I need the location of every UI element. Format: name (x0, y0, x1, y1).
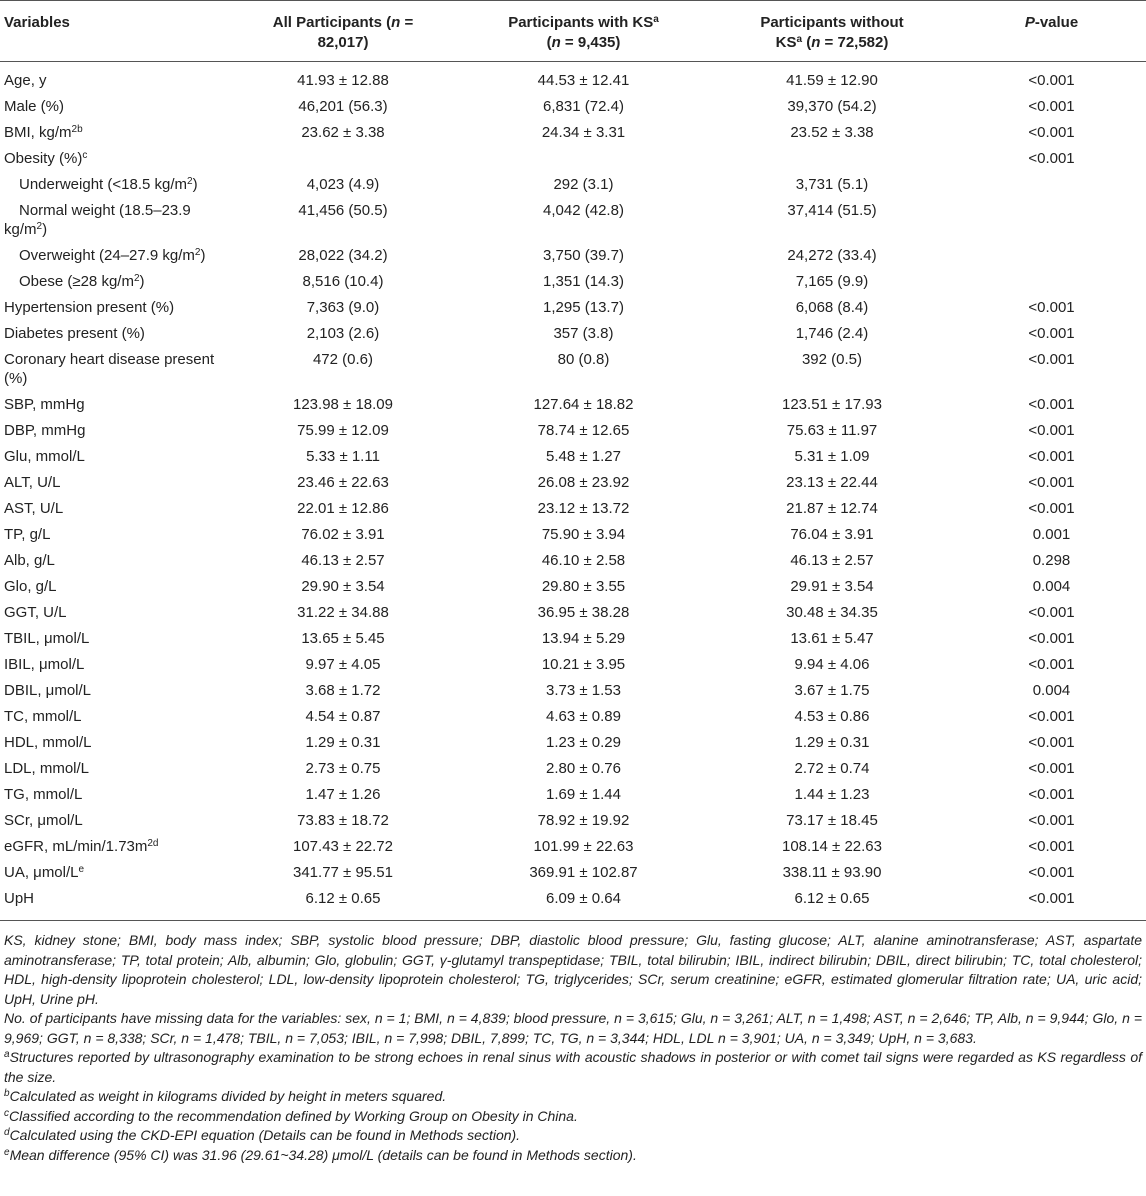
missing-data-note: No. of participants have missing data for the variables: sex, n = 1; BMI, n = 4,839; blood pressure, n = 3,615; Glu, n = 3,261; ALT, n = 1,498; AST, n = 2,646; TP, Alb, n = 9,944; Glo, n = 9,969; GGT, n = 8,338; SCr, n = 1,478; TBIL, n = 7,053; IBIL, n = 7,998; DBIL, 7,899; TC, TG, n = 3,344; HDL, LDL n = 3,901; UA, n = 3,349; UpH, n = 3,683. (4, 1010, 1142, 1046)
cell-without-ks: 1,746 (2.4) (795, 325, 869, 342)
cell-with-ks: 44.53 ± 12.41 (537, 72, 630, 89)
cell-all: 46,201 (56.3) (298, 98, 388, 115)
cell-without-ks: 30.48 ± 34.35 (786, 604, 878, 621)
cell-p-value: <0.001 (1028, 656, 1075, 673)
cell-all: 341.77 ± 95.51 (293, 864, 393, 881)
cell-variable: TBIL, μmol/L (4, 630, 90, 647)
table-row (0, 729, 1146, 755)
cell-p-value: 0.001 (1032, 526, 1071, 543)
cell-all: 46.13 ± 2.57 (301, 552, 385, 569)
cell-variable: Alb, g/L (4, 552, 55, 569)
cell-all: 23.62 ± 3.38 (301, 124, 385, 141)
cell-all: 9.97 ± 4.05 (305, 656, 381, 673)
table-row (0, 171, 1146, 197)
cell-all: 1.47 ± 1.26 (305, 786, 381, 803)
cell-variable: Glu, mmol/L (4, 448, 85, 465)
cell-with-ks: 369.91 ± 102.87 (529, 864, 638, 881)
cell-with-ks: 1.69 ± 1.44 (546, 786, 621, 803)
cell-all: 31.22 ± 34.88 (297, 604, 389, 621)
cell-variable: IBIL, μmol/L (4, 656, 85, 673)
table-row (0, 859, 1146, 885)
cell-all: 29.90 ± 3.54 (301, 578, 385, 595)
cell-without-ks: 24,272 (33.4) (787, 247, 877, 264)
table-row (0, 242, 1146, 268)
cell-all: 8,516 (10.4) (302, 273, 384, 290)
cell-all: 1.29 ± 0.31 (305, 734, 381, 751)
cell-without-ks: 6.12 ± 0.65 (707, 885, 957, 921)
cell-without-ks: 1.44 ± 1.23 (794, 786, 870, 803)
table-row (0, 755, 1146, 781)
cell-with-ks (460, 145, 707, 171)
cell-with-ks: 3,750 (39.7) (543, 247, 624, 264)
cell-variable: Overweight (24–27.9 $kg/m^2$) (19, 247, 206, 264)
cell-variable: Normal weight (18.5–23.9 $kg/m^2$) (4, 202, 191, 238)
cell-without-ks: 392 (0.5) (801, 351, 863, 368)
cell-with-ks: 4,042 (42.8) (543, 202, 624, 219)
cell-all: 472 (0.6) (312, 351, 374, 368)
cell-with-ks: 80 (0.8) (557, 351, 610, 368)
cell-with-ks: 3.73 ± 1.53 (546, 682, 621, 699)
footnotes (4, 1048, 1142, 1165)
header-with-ks: Participants with $KS^a$ (n = 9,435) (460, 1, 707, 62)
cell-p-value: <0.001 (957, 885, 1146, 921)
cell-all: 4.54 ± 0.87 (305, 708, 381, 725)
table-row (0, 521, 1146, 547)
cell-without-ks: 23.13 ± 22.44 (786, 474, 878, 491)
cell-with-ks: 1.23 ± 0.29 (546, 734, 621, 751)
table-row (0, 469, 1146, 495)
cell-without-ks: 13.61 ± 5.47 (790, 630, 874, 647)
cell-variable: AST, U/L (4, 500, 64, 517)
cell-variable: Age, y (4, 72, 47, 89)
table-notes (0, 921, 1146, 1165)
cell-with-ks: 10.21 ± 3.95 (541, 656, 626, 673)
header-without-ks: Participants without $KS^a$ (n = 72,582) (707, 1, 957, 62)
cell-variable: Diabetes present (%) (4, 325, 145, 342)
cell-all: 6.12 ± 0.65 (226, 885, 460, 921)
header-all-participants: All Participants (n = 82,017) (226, 1, 460, 62)
cell-with-ks: 1,351 (14.3) (543, 273, 624, 290)
cell-with-ks: 46.10 ± 2.58 (541, 552, 626, 569)
cell-with-ks: 4.63 ± 0.89 (546, 708, 621, 725)
cell-with-ks: 24.34 ± 3.31 (541, 124, 626, 141)
cell-p-value: <0.001 (1028, 630, 1075, 647)
table-row (0, 833, 1146, 859)
table-row (0, 268, 1146, 294)
footnote-c: $^c$Classified according to the recommendation defined by Working Group on Obesity in China. (4, 1107, 578, 1124)
cell-all: 3.68 ± 1.72 (305, 682, 381, 699)
cell-with-ks: 78.92 ± 19.92 (537, 812, 630, 829)
cell-p-value: <0.001 (1028, 72, 1075, 89)
cell-with-ks: 26.08 ± 23.92 (537, 474, 630, 491)
cell-variable: Obese (≥28 $kg/m^2$) (19, 273, 145, 290)
cell-p-value: 0.298 (1032, 552, 1071, 569)
cell-without-ks: 39,370 (54.2) (787, 98, 877, 115)
cell-without-ks: 4.53 ± 0.86 (794, 708, 870, 725)
header-p-value: P-value (957, 1, 1146, 62)
cell-p-value: <0.001 (1028, 838, 1075, 855)
footnote-a: $^a$Structures reported by ultrasonography examination to be strong echoes in renal sinus with acoustic shadows in posterior or with comet tail signs were regarded as KS regardless of the size. (4, 1049, 1142, 1085)
cell-all: 23.46 ± 22.63 (297, 474, 389, 491)
table-row (0, 346, 1146, 391)
table-row (0, 625, 1146, 651)
cell-all: 22.01 ± 12.86 (297, 500, 389, 517)
cell-variable: Obesity (%)$^c$ (4, 150, 88, 167)
cell-variable: TG, mmol/L (4, 786, 83, 803)
cell-p-value: <0.001 (1028, 124, 1075, 141)
cell-all: 73.83 ± 18.72 (297, 812, 389, 829)
cell-variable: BMI, $kg/m^{2b}$ (4, 124, 83, 141)
cell-all: 2,103 (2.6) (306, 325, 380, 342)
cell-all: 41.93 ± 12.88 (297, 72, 389, 89)
cell-without-ks: 123.51 ± 17.93 (782, 396, 882, 413)
cell-all: 28,022 (34.2) (298, 247, 388, 264)
table-row (0, 119, 1146, 145)
cell-without-ks (707, 145, 957, 171)
table-row (0, 197, 1146, 242)
cell-p-value (957, 268, 1146, 294)
cell-with-ks: 1,295 (13.7) (543, 299, 624, 316)
cell-with-ks: 6,831 (72.4) (543, 98, 624, 115)
table-row (0, 495, 1146, 521)
cell-variable: HDL, mmol/L (4, 734, 92, 751)
cell-variable: Underweight (<18.5 $kg/m^2$) (19, 176, 198, 193)
cell-p-value: <0.001 (1028, 351, 1075, 368)
cell-all: 7,363 (9.0) (306, 299, 380, 316)
cell-p-value: <0.001 (1028, 325, 1075, 342)
cell-p-value: <0.001 (1028, 760, 1075, 777)
cell-variable: eGFR, $mL/\min/1.73m^{2d}$ (4, 838, 159, 855)
cell-without-ks: 75.63 ± 11.97 (786, 422, 878, 439)
cell-p-value: <0.001 (1028, 864, 1075, 881)
cell-p-value: <0.001 (1028, 708, 1075, 725)
header-row (0, 1, 1146, 62)
cell-without-ks: 2.72 ± 0.74 (794, 760, 870, 777)
cell-all: 2.73 ± 0.75 (305, 760, 381, 777)
cell-without-ks: 41.59 ± 12.90 (786, 72, 878, 89)
cell-all: 75.99 ± 12.09 (297, 422, 389, 439)
abbreviations-note: KS, kidney stone; BMI, body mass index; SBP, systolic blood pressure; DBP, diastolic blood pressure; Glu, fasting glucose; ALT, alanine aminotransferase; AST, aspartate aminotransferase; TP, total protein; Alb, albumin; Glo, globulin; GGT, γ-glutamyl transpeptidase; TBIL, total bilirubin; IBIL, indirect bilirubin; DBIL, direct bilirubin; TC, total cholesterol; HDL, high-density lipoprotein cholesterol; LDL, low-density lipoprotein cholesterol; TG, triglycerides; SCr, serum creatinine; eGFR, estimated glomerular filtration rate; UA, uric acid; UpH, Urine pH. (4, 932, 1142, 1007)
cell-variable: LDL, mmol/L (4, 760, 90, 777)
cell-p-value: <0.001 (1028, 422, 1075, 439)
cell-all: 76.02 ± 3.91 (301, 526, 385, 543)
cell-with-ks: 6.09 ± 0.64 (460, 885, 707, 921)
cell-without-ks: 3,731 (5.1) (795, 176, 869, 193)
cell-with-ks: 78.74 ± 12.65 (537, 422, 630, 439)
cell-p-value: <0.001 (1028, 150, 1075, 167)
cell-p-value: <0.001 (1028, 448, 1075, 465)
cell-p-value: <0.001 (1028, 734, 1075, 751)
cell-without-ks: 29.91 ± 3.54 (790, 578, 874, 595)
cell-variable: Male (%) (4, 98, 65, 115)
cell-p-value: <0.001 (1028, 474, 1075, 491)
cell-without-ks: 338.11 ± 93.90 (782, 864, 882, 881)
table-row (0, 677, 1146, 703)
cell-all: 41,456 (50.5) (298, 202, 388, 219)
cell-without-ks: 37,414 (51.5) (787, 202, 877, 219)
footnote-d: $^d$Calculated using the CKD-EPI equation (Details can be found in Methods section). (4, 1127, 521, 1143)
table-row (0, 703, 1146, 729)
cell-p-value: <0.001 (1028, 604, 1075, 621)
table-row (0, 391, 1146, 417)
cell-variable: SCr, μmol/L (4, 812, 83, 829)
table-row (0, 547, 1146, 573)
cell-without-ks: 21.87 ± 12.74 (786, 500, 878, 517)
cell-p-value: <0.001 (1028, 396, 1075, 413)
cell-variable: ALT, U/L (4, 474, 61, 491)
cell-all: 5.33 ± 1.11 (306, 448, 380, 465)
cell-p-value: <0.001 (1028, 98, 1075, 115)
table-row (0, 573, 1146, 599)
cell-with-ks: 29.80 ± 3.55 (541, 578, 626, 595)
cell-with-ks: 357 (3.8) (553, 325, 614, 342)
table-row (0, 781, 1146, 807)
cell-with-ks: 5.48 ± 1.27 (546, 448, 621, 465)
cell-without-ks: 23.52 ± 3.38 (790, 124, 874, 141)
table-row (0, 145, 1146, 171)
cell-without-ks: 7,165 (9.9) (795, 273, 869, 290)
table-row (0, 885, 1146, 921)
cell-with-ks: 36.95 ± 38.28 (537, 604, 630, 621)
cell-without-ks: 1.29 ± 0.31 (794, 734, 870, 751)
cell-variable: Coronary heart disease present (%) (4, 351, 215, 387)
table-row (0, 651, 1146, 677)
cell-p-value: 0.004 (1032, 682, 1071, 699)
table-row (0, 93, 1146, 119)
cell-all: 107.43 ± 22.72 (293, 838, 393, 855)
footnote-b: $^b$Calculated as weight in kilograms divided by height in meters squared. (4, 1088, 447, 1104)
cell-variable: Hypertension present (%) (4, 299, 175, 316)
cell-without-ks: 3.67 ± 1.75 (794, 682, 870, 699)
cell-all: 4,023 (4.9) (306, 176, 380, 193)
table-row (0, 62, 1146, 94)
cell-p-value: <0.001 (1028, 786, 1075, 803)
table-row (0, 443, 1146, 469)
cell-variable: SBP, mmHg (4, 396, 85, 413)
cell-variable: TC, mmol/L (4, 708, 82, 725)
cell-variable: DBP, mmHg (4, 422, 86, 439)
cell-with-ks: 13.94 ± 5.29 (541, 630, 626, 647)
cell-p-value: 0.004 (1032, 578, 1071, 595)
cell-p-value (957, 197, 1146, 242)
cell-p-value (957, 242, 1146, 268)
cell-all (226, 145, 460, 171)
cell-p-value: <0.001 (1028, 500, 1075, 517)
cell-without-ks: 73.17 ± 18.45 (786, 812, 878, 829)
header-variables: Variables (0, 1, 226, 62)
cell-with-ks: 2.80 ± 0.76 (546, 760, 621, 777)
cell-with-ks: 101.99 ± 22.63 (533, 838, 634, 855)
cell-p-value (957, 171, 1146, 197)
cell-with-ks: 75.90 ± 3.94 (541, 526, 626, 543)
cell-without-ks: 108.14 ± 22.63 (782, 838, 882, 855)
table-row (0, 807, 1146, 833)
footnote-e: $^e$Mean difference (95% CI) was 31.96 (29.61~34.28) μmol/L (details can be found in Methods section). (4, 1146, 637, 1163)
cell-without-ks: 9.94 ± 4.06 (794, 656, 870, 673)
table-row (0, 294, 1146, 320)
cell-with-ks: 292 (3.1) (553, 176, 614, 193)
cell-variable: TP, g/L (4, 526, 51, 543)
cell-with-ks: 23.12 ± 13.72 (537, 500, 630, 517)
cell-all: 123.98 ± 18.09 (293, 396, 393, 413)
table-row (0, 417, 1146, 443)
cell-p-value: <0.001 (1028, 299, 1075, 316)
cell-variable: DBIL, μmol/L (4, 682, 92, 699)
cell-variable: Glo, g/L (4, 578, 57, 595)
table-row (0, 599, 1146, 625)
cell-with-ks: 127.64 ± 18.82 (533, 396, 634, 413)
cell-without-ks: 46.13 ± 2.57 (790, 552, 874, 569)
cell-without-ks: 76.04 ± 3.91 (790, 526, 874, 543)
cell-variable: UpH (0, 885, 226, 921)
table-row (0, 320, 1146, 346)
cell-variable: UA, μmol/Le (4, 864, 85, 881)
cell-without-ks: 5.31 ± 1.09 (794, 448, 870, 465)
cell-without-ks: 6,068 (8.4) (795, 299, 869, 316)
table-body (0, 62, 1146, 921)
cell-variable: GGT, U/L (4, 604, 67, 621)
cell-all: 13.65 ± 5.45 (301, 630, 385, 647)
cell-p-value: <0.001 (1028, 812, 1075, 829)
